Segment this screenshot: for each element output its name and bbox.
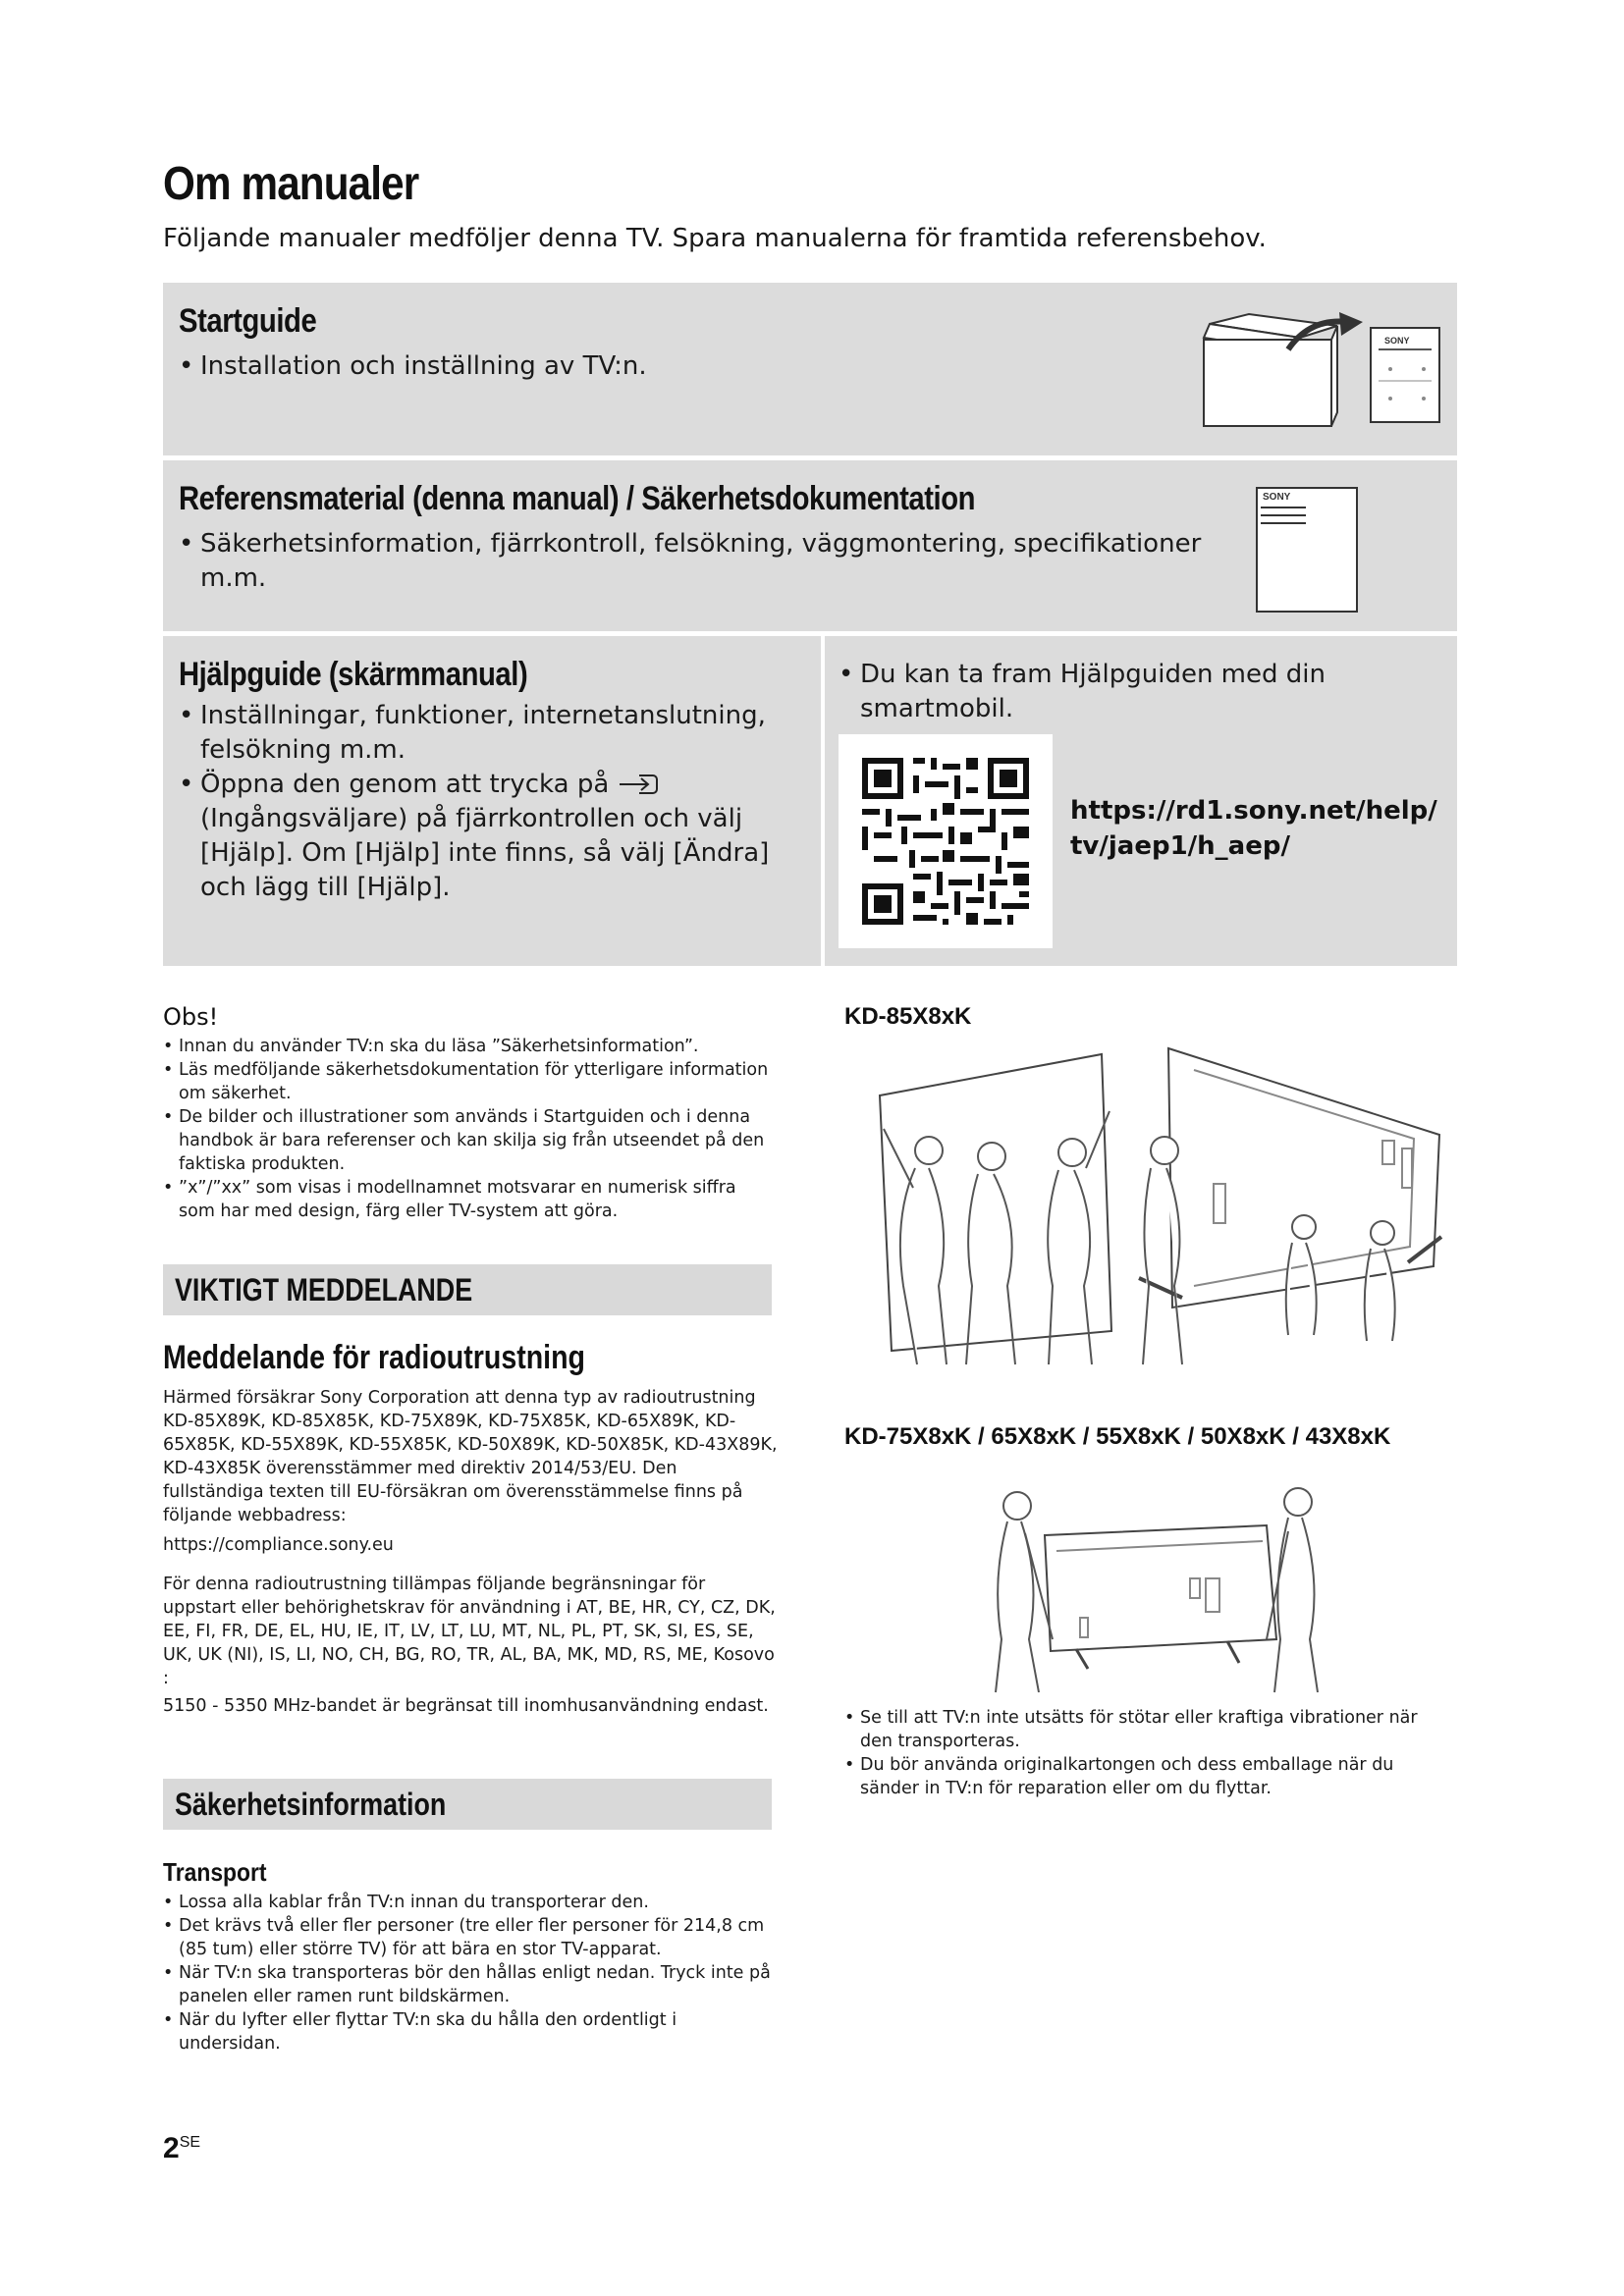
transport-item: • Det krävs två eller fler personer (tre eller fler personer för 214,8 cm (85 tum) eller större TV) för att bära en stor TV-apparat. bbox=[163, 1914, 778, 1961]
help-url-line-1[interactable]: https://rd1.sony.net/help/ bbox=[1070, 796, 1437, 826]
model-85-label: KD-85X8xK bbox=[844, 1003, 972, 1030]
tv-85-carry-illustration bbox=[844, 1041, 1453, 1374]
obs-list bbox=[163, 1035, 772, 1223]
reference-sony-label: SONY bbox=[1263, 492, 1291, 503]
obs-heading: Obs! bbox=[163, 1003, 219, 1031]
transport-item: • När TV:n ska transporteras bör den hållas enligt nedan. Tryck inte på panelen eller ramen runt bildskärmen. bbox=[163, 1961, 778, 2008]
safety-info-heading: Säkerhetsinformation bbox=[175, 1787, 447, 1822]
startguide-title: Startguide bbox=[179, 302, 317, 340]
reference-bullet: • Säkerhetsinformation, fjärrkontroll, felsökning, väggmontering, specifikationer m.m. bbox=[179, 527, 1210, 596]
obs-item: • Läs medföljande säkerhetsdokumentation för ytterligare information om säkerhet. bbox=[163, 1058, 772, 1105]
transport-list bbox=[163, 1891, 778, 2056]
transport-notes-list bbox=[844, 1706, 1453, 1800]
reference-title: Referensmaterial (denna manual) / Säkerhetsdokumentation bbox=[179, 480, 976, 517]
help-mobile-panel bbox=[825, 636, 1457, 966]
page-subtitle: Följande manualer medföljer denna TV. Spara manualerna för framtida referensbehov. bbox=[163, 224, 1267, 253]
transport-item: • När du lyfter eller flyttar TV:n ska du hålla den ordentligt i undersidan. bbox=[163, 2008, 778, 2056]
page-number-suffix: SE bbox=[179, 2134, 201, 2151]
reference-panel bbox=[163, 460, 1457, 631]
page-number-digit: 2 bbox=[163, 2132, 180, 2164]
obs-item: • Innan du använder TV:n ska du läsa ”Säkerhetsinformation”. bbox=[163, 1035, 772, 1058]
important-notice-bar bbox=[163, 1264, 772, 1315]
obs-item: • De bilder och illustrationer som används i Startguiden och i denna handbok är bara referenser och kan skilja sig från utseendet på den faktiska produkten. bbox=[163, 1105, 772, 1176]
help-bullet-2 bbox=[179, 768, 807, 905]
help-title: Hjälpguide (skärmmanual) bbox=[179, 656, 528, 693]
help-bullet-2-post: (Ingångsväljare) på fjärrkontrollen och välj [Hjälp]. Om [Hjälp] inte finns, så välj [Ändra] och lägg till [Hjälp]. bbox=[200, 804, 770, 902]
transport-note: • Du bör använda originalkartongen och dess emballage när du sänder in TV:n för reparation eller om du flyttar. bbox=[844, 1753, 1453, 1800]
radio-para-3: 5150 - 5350 MHz-bandet är begränsat till inomhusanvändning endast. bbox=[163, 1696, 769, 1716]
page-title: Om manualer bbox=[163, 158, 419, 210]
tv-75-carry-illustration bbox=[982, 1472, 1326, 1698]
startguide-sony-label: SONY bbox=[1384, 336, 1410, 346]
help-panel bbox=[163, 636, 821, 966]
reference-booklet-icon bbox=[1255, 486, 1363, 615]
transport-heading: Transport bbox=[163, 1857, 267, 1887]
compliance-url[interactable]: https://compliance.sony.eu bbox=[163, 1535, 394, 1555]
radio-equipment-text bbox=[163, 1386, 778, 1718]
qr-code-container bbox=[839, 734, 1053, 948]
startguide-bullet: • Installation och inställning av TV:n. bbox=[179, 349, 647, 384]
startguide-panel bbox=[163, 283, 1457, 455]
important-notice-heading: VIKTIGT MEDDELANDE bbox=[175, 1272, 473, 1308]
help-bullet-2-pre: Öppna den genom att trycka på bbox=[200, 770, 610, 799]
obs-item: • ”x”/”xx” som visas i modellnamnet motsvarar en numerisk siffra som har med design, färg eller TV-system att göra. bbox=[163, 1176, 772, 1223]
page-number bbox=[163, 2132, 200, 2165]
qr-code-icon bbox=[839, 734, 1053, 948]
help-mobile-bullet: • Du kan ta fram Hjälpguiden med din smartmobil. bbox=[839, 658, 1428, 726]
radio-para-2: För denna radioutrustning tillämpas följande begränsningar för uppstart eller behörighetskrav för användning i AT, BE, HR, CY, CZ, DK, EE, FI, FR, DE, EL, HU, IE, IT, LV, LT, LU, MT, NL, PL, PT, SK, SI, ES, SE, UK, UK (NI), IS, LI, NO, CH, BG, RO, TR, AL, BA, MK, MD, RS, ME, Kosovo : bbox=[163, 1575, 776, 1688]
help-bullet-1: • Inställningar, funktioner, internetanslutning, felsökning m.m. bbox=[179, 699, 807, 768]
help-url-line-2[interactable]: tv/jaep1/h_aep/ bbox=[1070, 831, 1290, 861]
radio-equipment-heading: Meddelande för radioutrustning bbox=[163, 1339, 586, 1376]
transport-note: • Se till att TV:n inte utsätts för stötar eller kraftiga vibrationer när den transporteras. bbox=[844, 1706, 1453, 1753]
box-with-guide-icon bbox=[1190, 310, 1449, 434]
radio-para-1: Härmed försäkrar Sony Corporation att denna typ av radioutrustning KD-85X89K, KD-85X85K, KD-75X89K, KD-75X85K, KD-65X89K, KD-65X85K, KD-55X89K, KD-55X85K, KD-50X89K, KD-50X85K, KD-43X89K, KD-43X85K överensstämmer med direktiv 2014/53/EU. Den fullständiga texten till EU-försäkran om överensstämmelse finns på följande webbadress: bbox=[163, 1388, 778, 1525]
input-selector-icon bbox=[618, 772, 663, 797]
model-75-label: KD-75X8xK / 65X8xK / 55X8xK / 50X8xK / 43X8xK bbox=[844, 1423, 1391, 1450]
safety-info-bar bbox=[163, 1779, 772, 1830]
transport-item: • Lossa alla kablar från TV:n innan du transporterar den. bbox=[163, 1891, 778, 1914]
